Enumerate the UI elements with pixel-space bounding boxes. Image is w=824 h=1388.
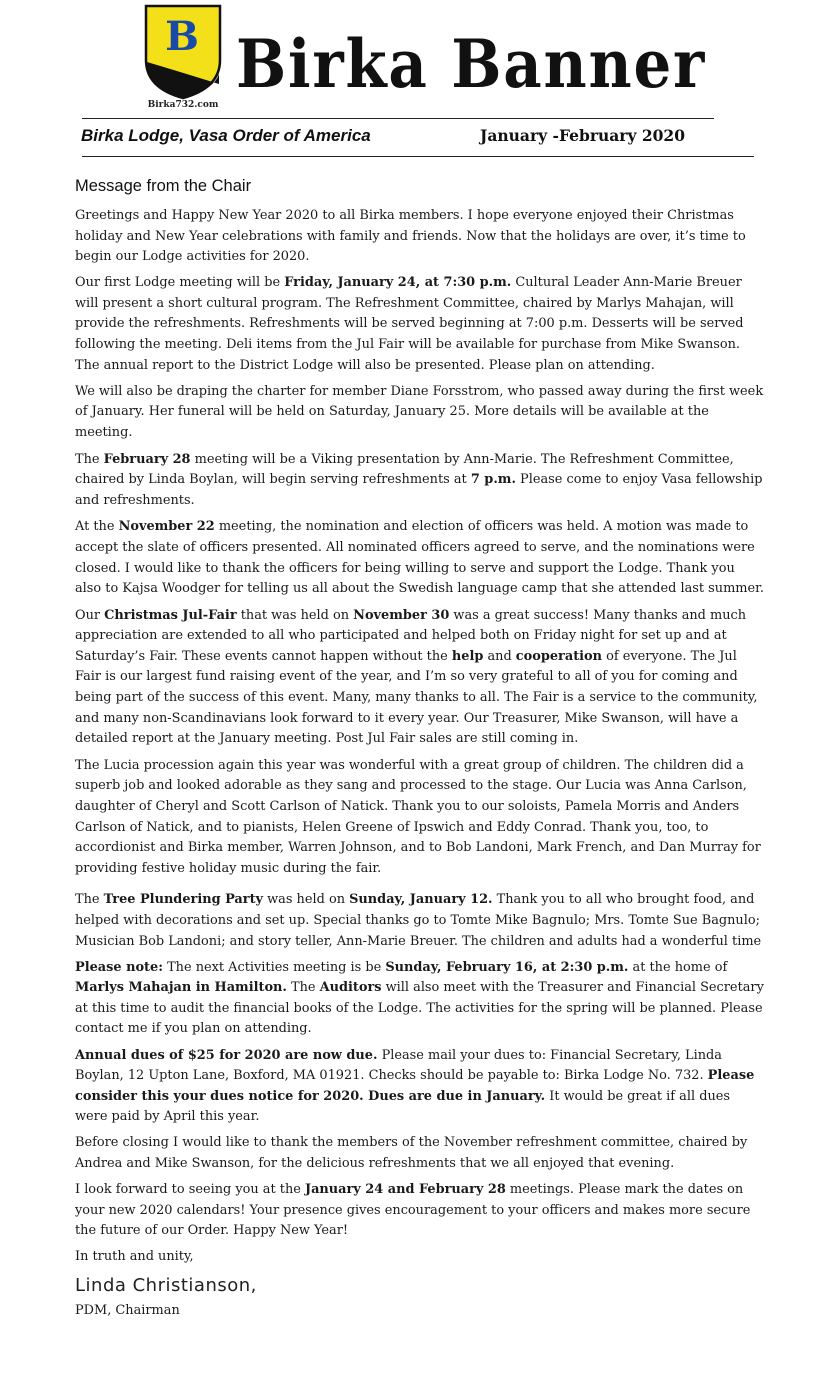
- issue-date: January -February 2020: [480, 126, 686, 145]
- bold-text: Tree Plundering Party: [103, 892, 264, 908]
- bold-text: Please consider this your dues notice for 2020. Dues are due in January.: [75, 1068, 755, 1104]
- bold-text: cooperation: [515, 648, 603, 664]
- bold-text: January 24 and February 28: [304, 1182, 506, 1198]
- paragraph: The February 28 meeting will be a Viking presentation by Ann-Marie. The Refreshment Committee, chaired by Linda Boylan, will begin serving refreshments at 7 p.m. Please come to enjoy Vasa fellowship and refreshments.: [75, 451, 763, 508]
- bold-text: Please note:: [75, 959, 163, 975]
- bold-text: February 28: [103, 451, 191, 467]
- bold-text: 7 p.m.: [470, 472, 516, 488]
- lodge-name: Birka Lodge, Vasa Order of America: [81, 126, 371, 145]
- website-url: Birka732.com: [147, 100, 219, 110]
- bold-text: Sunday, January 12.: [349, 892, 493, 908]
- bold-text: November 30: [353, 607, 450, 623]
- closing-line: In truth and unity,: [75, 1249, 194, 1265]
- bold-text: Annual dues of $25 for 2020 are now due.: [75, 1047, 378, 1063]
- paragraph: Before closing I would like to thank the members of the November refreshment committee, chaired by Andrea and Mike Swanson, for the delicious refreshments that we all enjoyed that evening.: [75, 1135, 748, 1172]
- lodge-crest-logo: [144, 4, 222, 116]
- paragraph: Please note: The next Activities meeting is be Sunday, February 16, at 2:30 p.m. at the home of Marlys Mahajan in Hamilton. The Auditors will also meet with the Treasurer and Financial Secretary at this time to audit the financial books of the Lodge. The activities for the spring will be planned. Please contact me if you plan on attending.: [75, 959, 764, 1037]
- article-body: [75, 206, 765, 1321]
- paragraph: I look forward to seeing you at the January 24 and February 28 meetings. Please mark the dates on your new 2020 calendars! Your presence gives encouragement to your officers and makes more secure the future of our Order. Happy New Year!: [75, 1182, 751, 1239]
- bold-text: Sunday, February 16, at 2:30 p.m.: [385, 959, 629, 975]
- bold-text: Marlys Mahajan in Hamilton.: [75, 980, 287, 996]
- paragraph: The Tree Plundering Party was held on Sunday, January 12. Thank you to all who brought food, and helped with decorations and set up. Special thanks go to Tomte Mike Bagnulo; Mrs. Tomte Sue Bagnulo; Musician Bob Landoni; and story teller, Ann-Marie Breuer. The children and adults had a wonderful time: [75, 892, 762, 949]
- paragraph: Annual dues of $25 for 2020 are now due. Please mail your dues to: Financial Secretary, Linda Boylan, 12 Upton Lane, Boxford, MA 01921. Checks should be payable to: Birka Lodge No. 732. Please consider this your dues notice for 2020. Dues are due in January. It would be great if all dues were paid by April this year.: [75, 1047, 755, 1125]
- crest-shield-icon: [144, 4, 222, 100]
- paragraph: Greetings and Happy New Year 2020 to all Birka members. I hope everyone enjoyed their Christmas holiday and New Year celebrations with family and friends. Now that the holidays are over, it’s time to begin our Lodge activities for 2020.: [75, 208, 746, 265]
- paragraph: At the November 22 meeting, the nomination and election of officers was held. A motion was made to accept the slate of officers presented. All nominated officers agreed to serve, and the nominations were closed. I would like to thank the officers for being willing to serve and support the Lodge. Thank you also to Kajsa Woodger for telling us all about the Swedish language camp that she attended last summer.: [75, 519, 764, 597]
- bold-text: Auditors: [319, 980, 382, 996]
- newsletter-title: Birka Banner: [236, 25, 707, 103]
- bold-text: Friday, January 24, at 7:30 p.m.: [284, 275, 512, 291]
- signer-title: PDM, Chairman: [75, 1302, 180, 1318]
- masthead-rule-top: [82, 118, 714, 119]
- paragraph: Our first Lodge meeting will be Friday, January 24, at 7:30 p.m. Cultural Leader Ann-Marie Breuer will present a short cultural program. The Refreshment Committee, chaired by Marlys Mahajan, will provide the refreshments. Refreshments will be served beginning at 7:00 p.m. Desserts will be served following the meeting. Deli items from the Jul Fair will be available for purchase from Mike Swanson. The annual report to the District Lodge will also be presented. Please plan on attending.: [75, 275, 744, 373]
- bold-text: November 22: [118, 519, 215, 535]
- paragraph: Our Christmas Jul-Fair that was held on November 30 was a great success! Many thanks and much appreciation are extended to all who participated and helped both on Friday night for set up and at Saturday’s Fair. These events cannot happen without the help and cooperation of everyone. The Jul Fair is our largest fund raising event of the year, and I’m so very grateful to all of you for coming and being part of the success of this event. Many, many thanks to all. The Fair is a service to the community, and many non-Scandinavians look forward to it every year. Our Treasurer, Mike Swanson, will have a detailed report at the January meeting. Post Jul Fair sales are still coming in.: [75, 607, 758, 747]
- masthead-rule-bottom: [82, 156, 754, 157]
- bold-text: help: [451, 648, 484, 664]
- signature: Linda Christianson,: [75, 1275, 257, 1296]
- section-title: Message from the Chair: [75, 177, 252, 195]
- paragraph: The Lucia procession again this year was wonderful with a great group of children. The children did a superb job and looked adorable as they sang and processed to the stage. Our Lucia was Anna Carlson, daughter of Cheryl and Scott Carlson of Natick. Thank you to our soloists, Pamela Morris and Anders Carlson of Natick, and to pianists, Helen Greene of Ipswich and Eddy Conrad. Thank you, too, to accordionist and Birka member, Warren Johnson, and to Bob Landoni, Mark French, and Dan Murray for providing festive holiday music during the fair.: [75, 757, 761, 876]
- paragraph: We will also be draping the charter for member Diane Forsstrom, who passed away during the first week of January. Her funeral will be held on Saturday, January 25. More details will be available at the meeting.: [75, 383, 764, 440]
- bold-text: Christmas Jul-Fair: [104, 607, 237, 623]
- crest-letter: B: [165, 13, 199, 60]
